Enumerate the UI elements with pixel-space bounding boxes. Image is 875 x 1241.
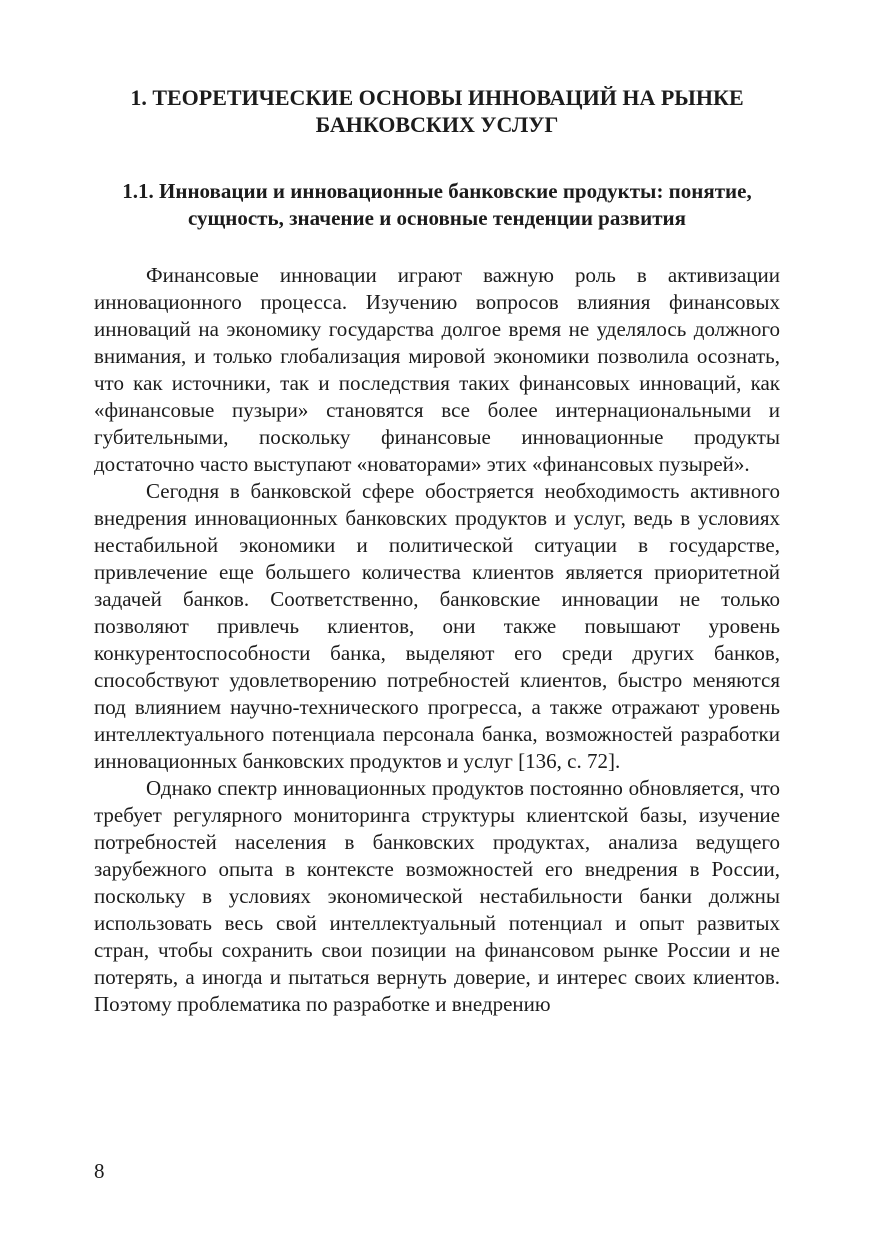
paragraph: Финансовые инновации играют важную роль в активизации инновационного процесса. Изучению вопросов влияния финансовых инноваций на экономику государства долгое время не уделялось должного внимания, и только глобализация мировой экономики позволила осознать, что как источники, так и последствия таких финансовых инноваций, как «финансовые пузыри» становятся все более интернациональными и губительными, поскольку финансовые инновационные продукты достаточно часто выступают «новаторами» этих «финансовых пузырей». bbox=[94, 263, 780, 476]
body-text bbox=[94, 262, 780, 1018]
section-title: 1.1. Инновации и инновационные банковские продукты: понятие, сущность, значение и основные тенденции развития bbox=[122, 179, 752, 230]
document-page bbox=[94, 84, 780, 1018]
paragraph: Однако спектр инновационных продуктов постоянно обновляется, что требует регулярного мониторинга структуры клиентской базы, изучение потребностей населения в банковских продуктах, анализа ведущего зарубежного опыта в контексте возможностей его внедрения в России, поскольку в условиях экономической нестабильности банки должны использовать весь свой интеллектуальный потенциал и опыт развитых стран, чтобы сохранить свои позиции на финансовом рынке России и не потерять, а иногда и пытаться вернуть доверие, и интерес своих клиентов. Поэтому проблематика по разработке и внедрению bbox=[94, 776, 780, 1016]
chapter-title: 1. ТЕОРЕТИЧЕСКИЕ ОСНОВЫ ИННОВАЦИЙ НА РЫНКЕ БАНКОВСКИХ УСЛУГ bbox=[130, 85, 744, 137]
page-number: 8 bbox=[94, 1159, 105, 1183]
paragraph: Сегодня в банковской сфере обостряется необходимость активного внедрения инновационных банковских продуктов и услуг, ведь в условиях нестабильной экономики и политической ситуации в государстве, привлечение еще большего количества клиентов является приоритетной задачей банков. Соответственно, банковские инновации не только позволяют привлечь клиентов, они также повышают уровень конкурентоспособности банка, выделяют его среди других банков, способствуют удовлетворению потребностей клиентов, быстро меняются под влиянием научно-технического прогресса, а также отражают уровень интеллектуального потенциала персонала банка, возможностей разработки инновационных банковских продуктов и услуг [136, с. 72]. bbox=[94, 479, 780, 773]
